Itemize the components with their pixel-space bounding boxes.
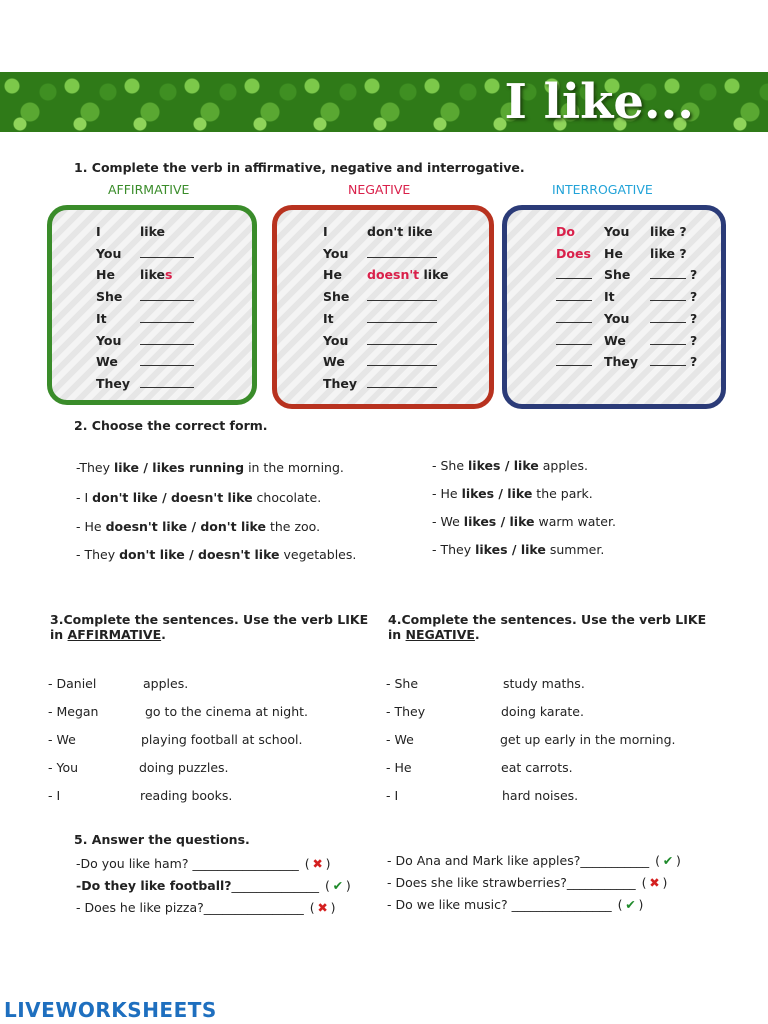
interrogative-aux bbox=[556, 289, 604, 304]
affirmative-row bbox=[96, 333, 194, 348]
negative-heading: NEGATIVE bbox=[348, 182, 411, 197]
answer-blank[interactable] bbox=[650, 290, 686, 301]
pronoun: We bbox=[323, 354, 345, 370]
check-icon: ✔ bbox=[625, 897, 636, 912]
sentence-start: - He bbox=[432, 486, 462, 501]
pronoun: You bbox=[96, 245, 122, 261]
affirmative-row bbox=[96, 376, 194, 391]
sentence-item bbox=[386, 732, 676, 747]
interrogative-aux bbox=[556, 311, 604, 326]
footer-logo: LIVEWORKSHEETS bbox=[4, 998, 217, 1022]
q4-line2-pre: in bbox=[388, 627, 406, 642]
interrogative-aux bbox=[556, 267, 604, 282]
pronoun: We bbox=[604, 332, 626, 348]
answer-blank[interactable] bbox=[140, 355, 194, 366]
answer-line[interactable]: ___________ bbox=[580, 853, 650, 868]
pronoun: They bbox=[323, 375, 358, 391]
answer-blank[interactable] bbox=[367, 312, 437, 323]
sentence-start: - She bbox=[432, 458, 469, 473]
answer-blank[interactable] bbox=[556, 290, 592, 301]
subject: - I bbox=[48, 788, 61, 803]
answer-blank[interactable] bbox=[650, 355, 686, 366]
q3-line1: 3.Complete the sentences. Use the verb LIKE bbox=[50, 612, 369, 627]
pronoun: He bbox=[323, 267, 342, 283]
question-mark: ? bbox=[690, 289, 698, 305]
subject: - She bbox=[386, 676, 419, 691]
interrogative-row bbox=[556, 224, 687, 239]
choose-sentence bbox=[76, 519, 320, 534]
subject: - We bbox=[386, 732, 414, 747]
q3-instruction bbox=[50, 612, 368, 642]
q2-instruction: 2. Choose the correct form. bbox=[74, 418, 268, 433]
interrogative-row bbox=[556, 246, 687, 261]
sentence-end: chocolate. bbox=[252, 490, 322, 505]
answer-blank[interactable] bbox=[367, 334, 437, 345]
check-icon: ✔ bbox=[332, 878, 344, 893]
question-text: -Do they like football? bbox=[76, 878, 232, 893]
negative-row bbox=[323, 354, 437, 369]
verb: like ? bbox=[650, 245, 687, 261]
sentence-item bbox=[48, 760, 229, 775]
subject: - They bbox=[386, 704, 426, 719]
sentence-start: - He bbox=[76, 519, 106, 534]
pronoun: He bbox=[96, 267, 115, 283]
sentence-end: the zoo. bbox=[265, 519, 321, 534]
pronoun: You bbox=[323, 245, 349, 261]
answer-blank[interactable] bbox=[556, 312, 592, 323]
negative-row bbox=[323, 289, 437, 304]
pronoun: We bbox=[96, 354, 118, 370]
answer-blank[interactable] bbox=[140, 247, 194, 258]
answer-blank[interactable] bbox=[140, 312, 194, 323]
negative-row bbox=[323, 267, 449, 282]
choose-sentence bbox=[76, 460, 344, 475]
sentence-start: - We bbox=[432, 514, 464, 529]
sentence-end: warm water. bbox=[534, 514, 616, 529]
interrogative-row bbox=[556, 289, 697, 304]
interrogative-row bbox=[556, 311, 697, 326]
question-text: - Does she like strawberries? bbox=[387, 875, 567, 890]
pronoun: It bbox=[604, 289, 615, 305]
answer-blank[interactable] bbox=[140, 290, 194, 301]
question-text: - Does he like pizza? bbox=[76, 900, 204, 915]
pronoun: You bbox=[604, 224, 630, 239]
interrogative-aux: Do bbox=[556, 224, 575, 239]
answer-hint: ( ✖ ) bbox=[309, 900, 336, 915]
q4-line1: 4.Complete the sentences. Use the verb LIKE bbox=[388, 612, 707, 627]
sentence-end: summer. bbox=[545, 542, 605, 557]
pronoun: You bbox=[604, 310, 630, 326]
verb: like bbox=[140, 224, 166, 239]
answer-hint: ( ✖ ) bbox=[641, 875, 668, 890]
subject: - Megan bbox=[48, 704, 99, 719]
choice-options[interactable]: likes / like bbox=[461, 486, 533, 501]
sentence-item bbox=[48, 732, 302, 747]
verb-suffix: s bbox=[165, 267, 173, 283]
pronoun: It bbox=[323, 310, 334, 326]
sentence-rest: get up early in the morning. bbox=[500, 732, 676, 747]
choose-sentence bbox=[76, 547, 356, 562]
answer-blank[interactable] bbox=[367, 290, 437, 301]
interrogative-heading: INTERROGATIVE bbox=[552, 182, 653, 197]
question-text: -Do you like ham? bbox=[76, 856, 193, 871]
answer-blank[interactable] bbox=[650, 334, 686, 345]
sentence-item bbox=[386, 788, 578, 803]
negative-aux: doesn't bbox=[367, 267, 420, 283]
answer-hint: ( ✔ ) bbox=[655, 853, 681, 868]
sentence-item bbox=[48, 788, 232, 803]
affirmative-row bbox=[96, 289, 194, 304]
answer-hint: ( ✖ ) bbox=[304, 856, 331, 871]
choose-sentence bbox=[432, 458, 588, 473]
choice-options[interactable]: don't like / doesn't like bbox=[119, 547, 280, 562]
question-mark: ? bbox=[690, 267, 698, 283]
sentence-rest: doing karate. bbox=[501, 704, 584, 719]
q1-instruction: 1. Complete the verb in affirmative, negative and interrogative. bbox=[74, 160, 525, 175]
answer-line[interactable]: _________________ bbox=[192, 856, 299, 871]
sentence-end: the park. bbox=[532, 486, 593, 501]
pronoun: He bbox=[604, 245, 623, 261]
q3-line2-pre: in bbox=[50, 627, 68, 642]
answer-question bbox=[76, 900, 336, 915]
question-text: - Do we like music? bbox=[387, 897, 512, 912]
answer-blank[interactable] bbox=[556, 334, 592, 345]
q5-instruction: 5. Answer the questions. bbox=[74, 832, 250, 847]
choice-options[interactable]: likes / like bbox=[475, 542, 546, 557]
pronoun: I bbox=[96, 224, 101, 239]
affirmative-row bbox=[96, 354, 194, 369]
answer-line[interactable]: ______________ bbox=[231, 878, 320, 893]
interrogative-aux bbox=[556, 333, 604, 348]
verb: like ? bbox=[650, 224, 687, 239]
sentence-item bbox=[386, 760, 573, 775]
answer-blank[interactable] bbox=[140, 334, 194, 345]
affirmative-heading: AFFIRMATIVE bbox=[108, 182, 190, 197]
question-mark: ? bbox=[690, 332, 698, 348]
pronoun: She bbox=[96, 289, 123, 305]
cross-icon: ✖ bbox=[317, 900, 328, 915]
answer-line[interactable]: ___________ bbox=[566, 875, 636, 890]
answer-line[interactable]: ________________ bbox=[203, 900, 304, 915]
sentence-start: - They bbox=[432, 542, 476, 557]
question-mark: ? bbox=[690, 354, 698, 370]
question-mark: ? bbox=[690, 310, 698, 326]
negative-row bbox=[323, 311, 437, 326]
sentence-item bbox=[48, 676, 188, 691]
interrogative-row bbox=[556, 267, 697, 282]
sentence-rest: apples. bbox=[143, 676, 189, 691]
sentence-end: in the morning. bbox=[244, 460, 344, 475]
pronoun: I bbox=[323, 224, 328, 239]
sentence-end: apples. bbox=[538, 458, 588, 473]
sentence-item bbox=[48, 704, 308, 719]
sentence-rest: go to the cinema at night. bbox=[145, 704, 308, 719]
q3-key: AFFIRMATIVE bbox=[67, 627, 162, 642]
sentence-item bbox=[386, 676, 585, 691]
q3-line2-post: . bbox=[161, 627, 166, 642]
negative-row bbox=[323, 376, 437, 391]
page-title: I like... bbox=[504, 74, 694, 130]
answer-blank[interactable] bbox=[140, 377, 194, 388]
answer-hint: ( ✔ ) bbox=[617, 897, 644, 912]
affirmative-row bbox=[96, 246, 194, 261]
choose-sentence bbox=[432, 542, 604, 557]
answer-question bbox=[76, 856, 331, 871]
answer-blank[interactable] bbox=[556, 355, 592, 366]
verb: don't like bbox=[367, 224, 433, 239]
interrogative-row bbox=[556, 354, 697, 369]
answer-question bbox=[387, 853, 681, 868]
sentence-end: vegetables. bbox=[279, 547, 357, 562]
interrogative-aux bbox=[556, 354, 604, 369]
sentence-rest: eat carrots. bbox=[501, 760, 573, 775]
verb: like bbox=[140, 267, 166, 283]
cross-icon: ✖ bbox=[312, 856, 323, 871]
choice-options[interactable]: like / likes running bbox=[113, 460, 245, 475]
negative-row bbox=[323, 333, 437, 348]
choice-options[interactable]: don't like / doesn't like bbox=[92, 490, 253, 505]
choose-sentence bbox=[76, 490, 321, 505]
sentence-start: - They bbox=[76, 547, 120, 562]
sentence-start: - I bbox=[76, 490, 93, 505]
choice-options[interactable]: likes / like bbox=[463, 514, 535, 529]
answer-question bbox=[76, 878, 351, 893]
sentence-rest: study maths. bbox=[503, 676, 585, 691]
pronoun: She bbox=[604, 267, 631, 283]
negative-row bbox=[323, 246, 437, 261]
sentence-rest: playing football at school. bbox=[141, 732, 303, 747]
negative-row bbox=[323, 224, 433, 239]
pronoun: They bbox=[96, 375, 131, 391]
affirmative-row bbox=[96, 267, 172, 282]
answer-blank[interactable] bbox=[367, 355, 437, 366]
answer-blank[interactable] bbox=[367, 247, 437, 258]
cross-icon: ✖ bbox=[649, 875, 660, 890]
answer-blank[interactable] bbox=[367, 377, 437, 388]
subject: - You bbox=[48, 760, 79, 775]
interrogative-aux: Does bbox=[556, 245, 591, 261]
answer-blank[interactable] bbox=[556, 268, 592, 279]
subject: - We bbox=[48, 732, 76, 747]
subject: - Daniel bbox=[48, 676, 97, 691]
sentence-rest: hard noises. bbox=[502, 788, 579, 803]
verb: like bbox=[419, 267, 449, 283]
pronoun: They bbox=[604, 354, 639, 370]
check-icon: ✔ bbox=[662, 853, 674, 868]
pronoun: It bbox=[96, 310, 107, 326]
pronoun: You bbox=[323, 332, 349, 348]
q4-instruction bbox=[388, 612, 706, 642]
title-banner bbox=[0, 72, 768, 132]
choose-sentence bbox=[432, 514, 616, 529]
affirmative-row bbox=[96, 311, 194, 326]
pronoun: You bbox=[96, 332, 122, 348]
answer-hint: ( ✔ ) bbox=[325, 878, 351, 893]
question-text: - Do Ana and Mark like apples? bbox=[387, 853, 581, 868]
sentence-rest: doing puzzles. bbox=[139, 760, 229, 775]
subject: - He bbox=[386, 760, 412, 775]
answer-question bbox=[387, 897, 643, 912]
sentence-start: -They bbox=[76, 460, 114, 475]
sentence-item bbox=[386, 704, 584, 719]
pronoun: She bbox=[323, 289, 350, 305]
choice-options[interactable]: likes / like bbox=[468, 458, 539, 473]
subject: - I bbox=[386, 788, 399, 803]
answer-question bbox=[387, 875, 667, 890]
choose-sentence bbox=[432, 486, 593, 501]
answer-blank[interactable] bbox=[650, 312, 686, 323]
choice-options[interactable]: doesn't like / don't like bbox=[105, 519, 266, 534]
q4-line2-post: . bbox=[474, 627, 480, 642]
answer-line[interactable]: ________________ bbox=[511, 897, 612, 912]
interrogative-row bbox=[556, 333, 697, 348]
answer-blank[interactable] bbox=[650, 268, 686, 279]
q4-key: NEGATIVE bbox=[405, 627, 475, 642]
sentence-rest: reading books. bbox=[140, 788, 233, 803]
affirmative-row bbox=[96, 224, 165, 239]
